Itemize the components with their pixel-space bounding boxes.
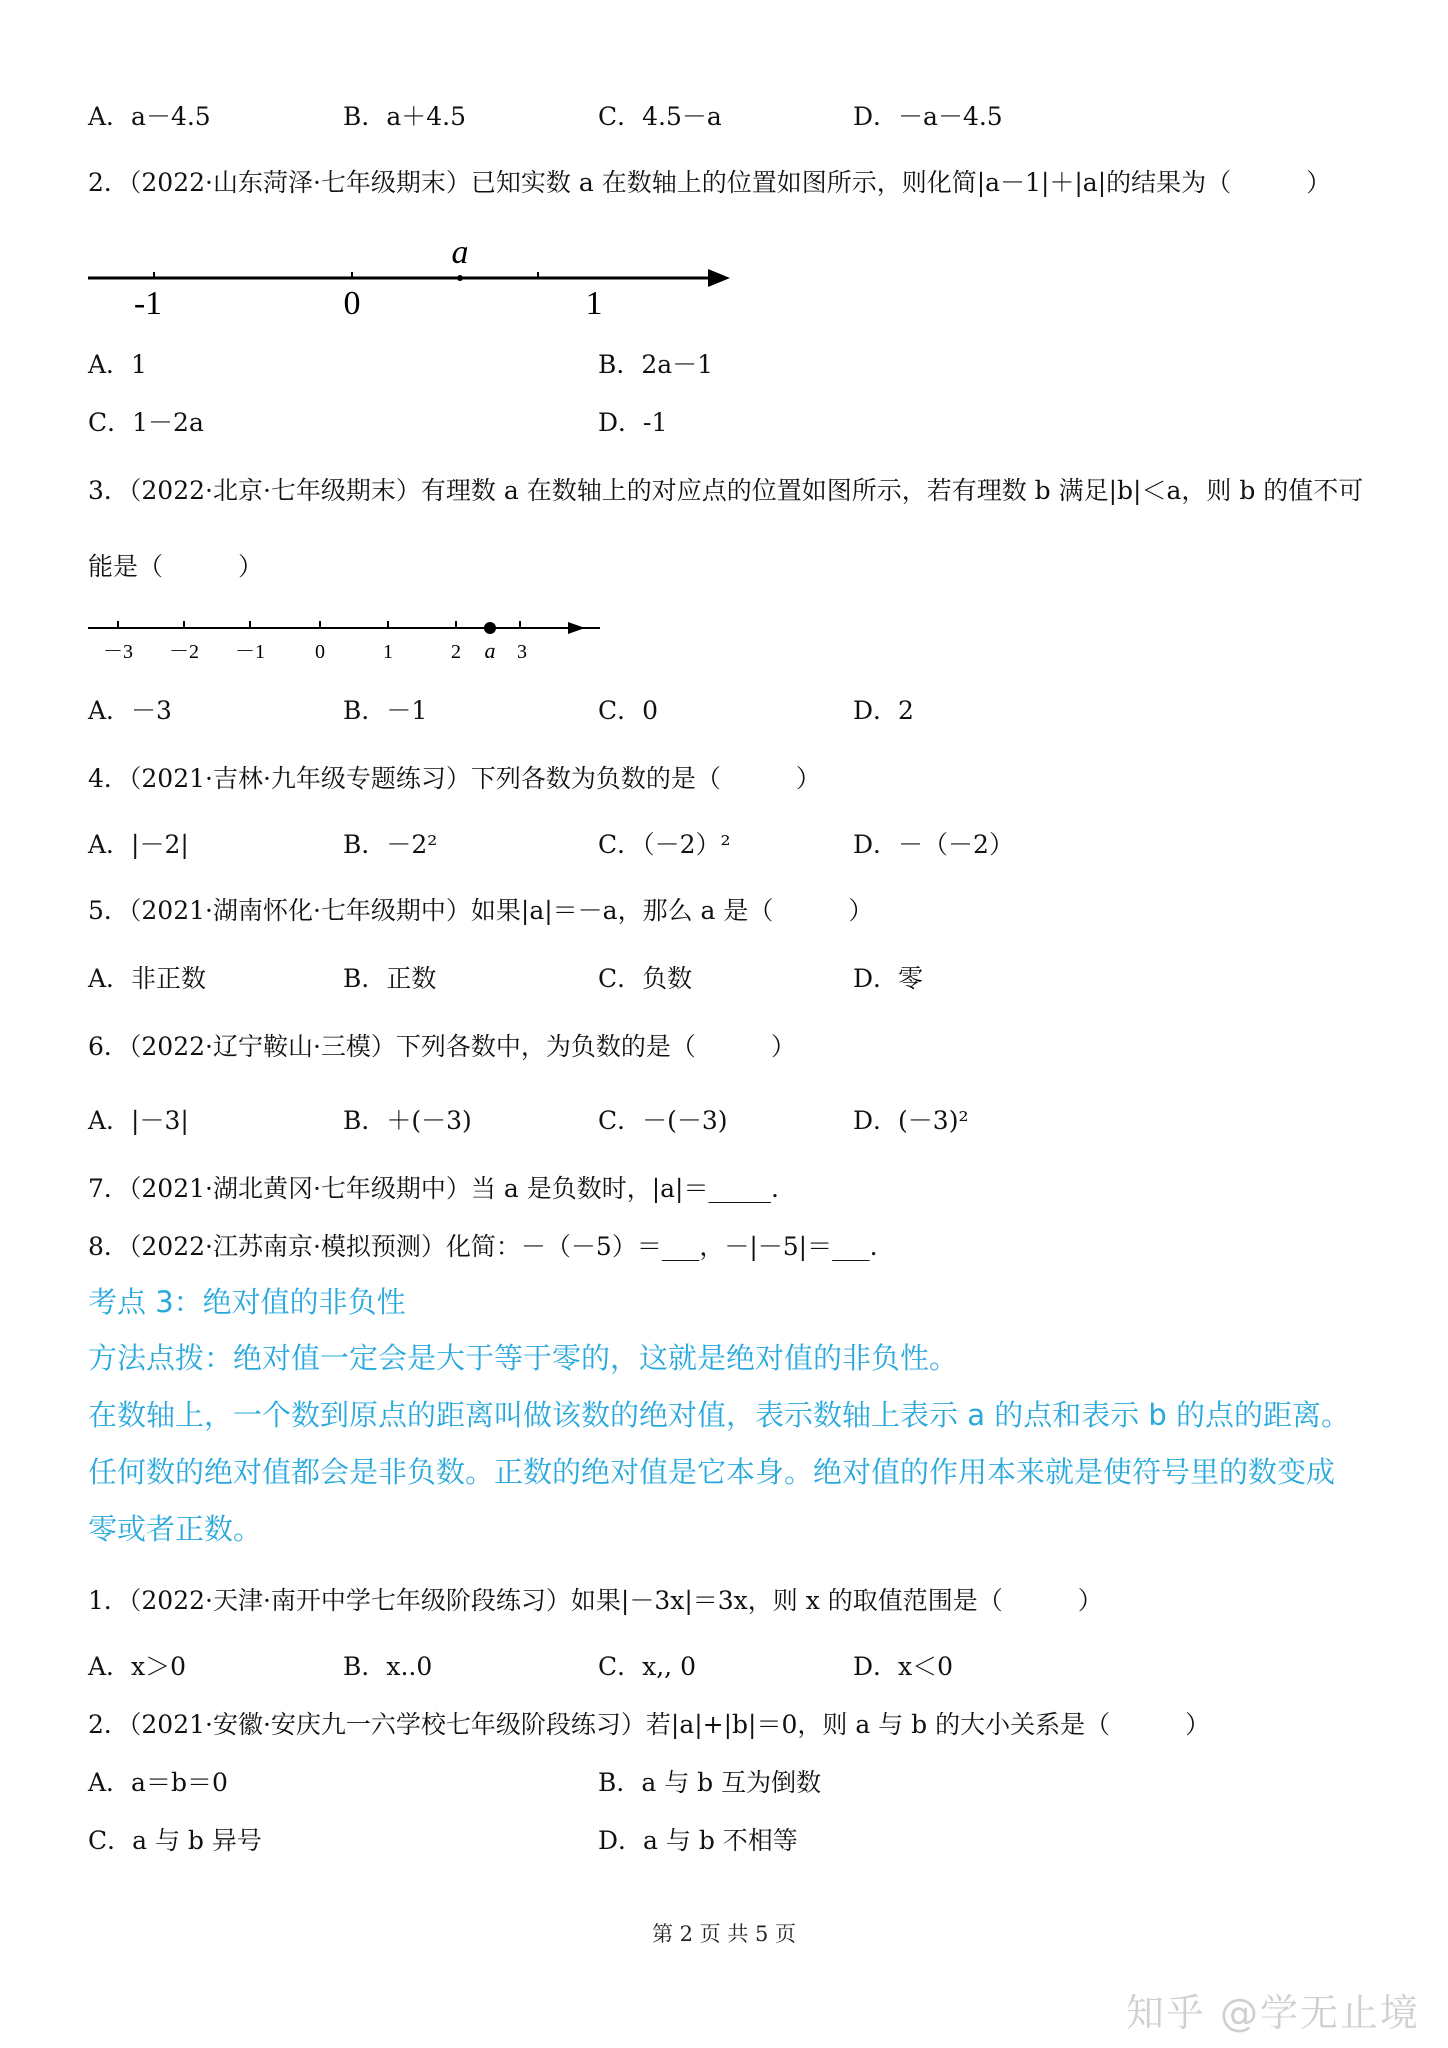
q5-option-a[interactable]: A．非正数	[88, 964, 207, 993]
q4-stem: 4．（2021·吉林·九年级专题练习）下列各数为负数的是（ ）	[88, 764, 821, 793]
q5-option-d[interactable]: D．零	[853, 964, 924, 993]
q3-option-d[interactable]: D．2	[853, 696, 914, 725]
watermark: 知乎 @学无止境	[1125, 1991, 1420, 2035]
q3-option-a[interactable]: A．－3	[88, 696, 172, 725]
q2-tick-label: 0	[343, 285, 361, 322]
q3-tick-label: 2	[451, 641, 461, 663]
q6-stem: 6．（2022·辽宁鞍山·三模）下列各数中，为负数的是（ ）	[88, 1032, 796, 1061]
q4-option-b[interactable]: B．－2²	[343, 830, 438, 859]
s1-option-a[interactable]: A．x＞0	[88, 1652, 187, 1681]
q2-tick-label: 1	[585, 285, 603, 322]
q4-option-d[interactable]: D．－（－2）	[853, 830, 1014, 859]
section-tip-line: 任何数的绝对值都会是非负数。正数的绝对值是它本身。绝对值的作用本来就是使符号里的数变成	[88, 1455, 1336, 1489]
q2-point-label: a	[451, 234, 469, 271]
q3-option-b[interactable]: B．－1	[343, 696, 428, 725]
section-title: 考点 3：绝对值的非负性	[88, 1285, 406, 1319]
q3-point-label: a	[484, 638, 496, 663]
q6-option-d[interactable]: D．(－3)²	[853, 1106, 969, 1135]
q3-tick-label: －1	[235, 641, 265, 663]
s1-option-c[interactable]: C．x,, 0	[598, 1652, 696, 1681]
q6-option-c[interactable]: C．－(－3)	[598, 1106, 728, 1135]
q2-number-line	[80, 228, 740, 328]
section-tip-line: 方法点拨：绝对值一定会是大于等于零的，这就是绝对值的非负性。	[88, 1341, 959, 1375]
q4-option-a[interactable]: A．|－2|	[88, 830, 189, 859]
q3-tick-label: －3	[103, 641, 133, 663]
s1-option-b[interactable]: B．x..0	[343, 1652, 433, 1681]
q5-option-b[interactable]: B．正数	[343, 964, 437, 993]
q3-point-a	[484, 622, 496, 634]
s2-option-a[interactable]: A．a＝b＝0	[88, 1768, 228, 1797]
q4-option-c[interactable]: C．（－2）²	[598, 830, 731, 859]
q3-tick-label: 1	[383, 641, 393, 663]
q1-option-b[interactable]: B．a＋4.5	[343, 102, 467, 131]
q3-tick-label: 0	[315, 641, 325, 663]
q3-stem: 3．（2022·北京·七年级期末）有理数 a 在数轴上的对应点的位置如图所示，若有理数 b 满足|b|＜a，则 b 的值不可	[88, 476, 1364, 505]
q5-option-c[interactable]: C．负数	[598, 964, 693, 993]
q7-stem: 7．（2021·湖北黄冈·七年级期中）当 a 是负数时，|a|＝_____.	[88, 1174, 779, 1203]
q2-option-c[interactable]: C．1－2a	[88, 408, 204, 437]
s2-option-c[interactable]: C．a 与 b 异号	[88, 1826, 262, 1855]
s2-option-b[interactable]: B．a 与 b 互为倒数	[598, 1768, 822, 1797]
q2-stem: 2．（2022·山东菏泽·七年级期末）已知实数 a 在数轴上的位置如图所示，则化简|a－1|＋|a|的结果为（ ）	[88, 168, 1332, 197]
q8-stem: 8．（2022·江苏南京·模拟预测）化简：－（－5）＝___，－|－5|＝___.	[88, 1232, 878, 1261]
q1-option-a[interactable]: A．a－4.5	[88, 102, 211, 131]
section-tip-line: 零或者正数。	[88, 1512, 263, 1546]
q2-option-d[interactable]: D．-1	[598, 408, 668, 437]
q3-tick-label: 3	[517, 641, 527, 663]
q6-option-a[interactable]: A．|－3|	[88, 1106, 189, 1135]
s1-stem: 1．（2022·天津·南开中学七年级阶段练习）如果|－3x|＝3x，则 x 的取值范围是（ ）	[88, 1586, 1103, 1615]
q2-tick-label: -1	[133, 285, 163, 322]
q2-option-b[interactable]: B．2a－1	[598, 350, 714, 379]
q3-number-line	[80, 612, 600, 672]
page-footer: 第 2 页 共 5 页	[651, 1922, 797, 1946]
q2-point-a	[457, 275, 463, 281]
q3-option-c[interactable]: C．0	[598, 696, 659, 725]
q1-option-c[interactable]: C．4.5－a	[598, 102, 722, 131]
s1-option-d[interactable]: D．x＜0	[853, 1652, 954, 1681]
q5-stem: 5．（2021·湖南怀化·七年级期中）如果|a|＝－a，那么 a 是（ ）	[88, 896, 874, 925]
section-tip-line: 在数轴上，一个数到原点的距离叫做该数的绝对值，表示数轴上表示 a 的点和表示 b 的点的距离。	[88, 1398, 1351, 1432]
q3-tick-label: －2	[169, 641, 199, 663]
q3-arrow	[568, 622, 585, 634]
s2-option-d[interactable]: D．a 与 b 不相等	[598, 1826, 798, 1855]
q2-option-a[interactable]: A．1	[88, 350, 147, 379]
q6-option-b[interactable]: B．＋(－3)	[343, 1106, 472, 1135]
q1-option-d[interactable]: D．－a－4.5	[853, 102, 1003, 131]
s2-stem: 2．（2021·安徽·安庆九一六学校七年级阶段练习）若|a|+|b|＝0，则 a 与 b 的大小关系是（ ）	[88, 1710, 1211, 1739]
q2-arrow	[708, 269, 730, 287]
q3-stem-continued: 能是（ ）	[88, 552, 264, 581]
